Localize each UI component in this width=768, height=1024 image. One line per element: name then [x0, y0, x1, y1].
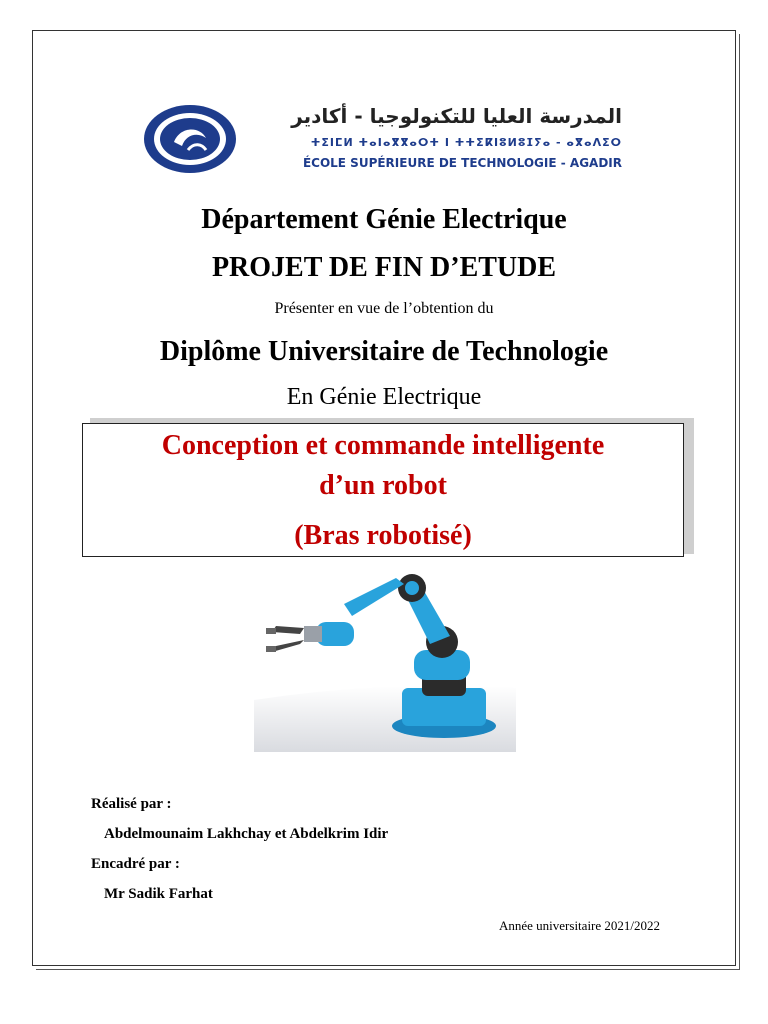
presented-for-text: Présenter en vue de l’obtention du [274, 300, 494, 317]
school-logo [138, 100, 630, 178]
title-line-3: (Bras robotisé) [294, 520, 472, 551]
supervisor-name: Mr Sadik Farhat [104, 886, 213, 902]
school-name-arabic: المدرسة العليا للتكنولوجيا - أكادير [291, 104, 622, 128]
supervisor-label: Encadré par : [91, 856, 180, 872]
title-line-1: Conception et commande intelligente [161, 430, 605, 461]
university-seal-icon [138, 102, 260, 176]
title-box [82, 423, 684, 557]
title-line-2: d’un robot [319, 470, 447, 501]
academic-year: Année universitaire 2021/2022 [499, 918, 661, 933]
school-name-tifinagh: ⵜⵉⵏⵎⵍ ⵜⴰⵏⴰⴳⴳⴰⵔⵜ ⵏ ⵜⵜⵉⴽⵏⵓⵍⵓⵊⵢⴰ - ⴰⴳⴰⴷⵉⵔ [310, 136, 622, 149]
diploma-heading: Diplôme Universitaire de Technologie [159, 336, 609, 367]
project-heading: PROJET DE FIN D’ETUDE [211, 252, 557, 283]
authors-names: Abdelmounaim Lakhchay et Abdelkrim Idir [104, 826, 389, 842]
field-text: En Génie Electrique [286, 384, 482, 410]
department-heading: Département Génie Electrique [201, 204, 567, 235]
authors-label: Réalisé par : [91, 796, 172, 812]
robot-arm-image [254, 570, 516, 752]
school-name-french: ÉCOLE SUPÉRIEURE DE TECHNOLOGIE - AGADIR [302, 156, 622, 170]
